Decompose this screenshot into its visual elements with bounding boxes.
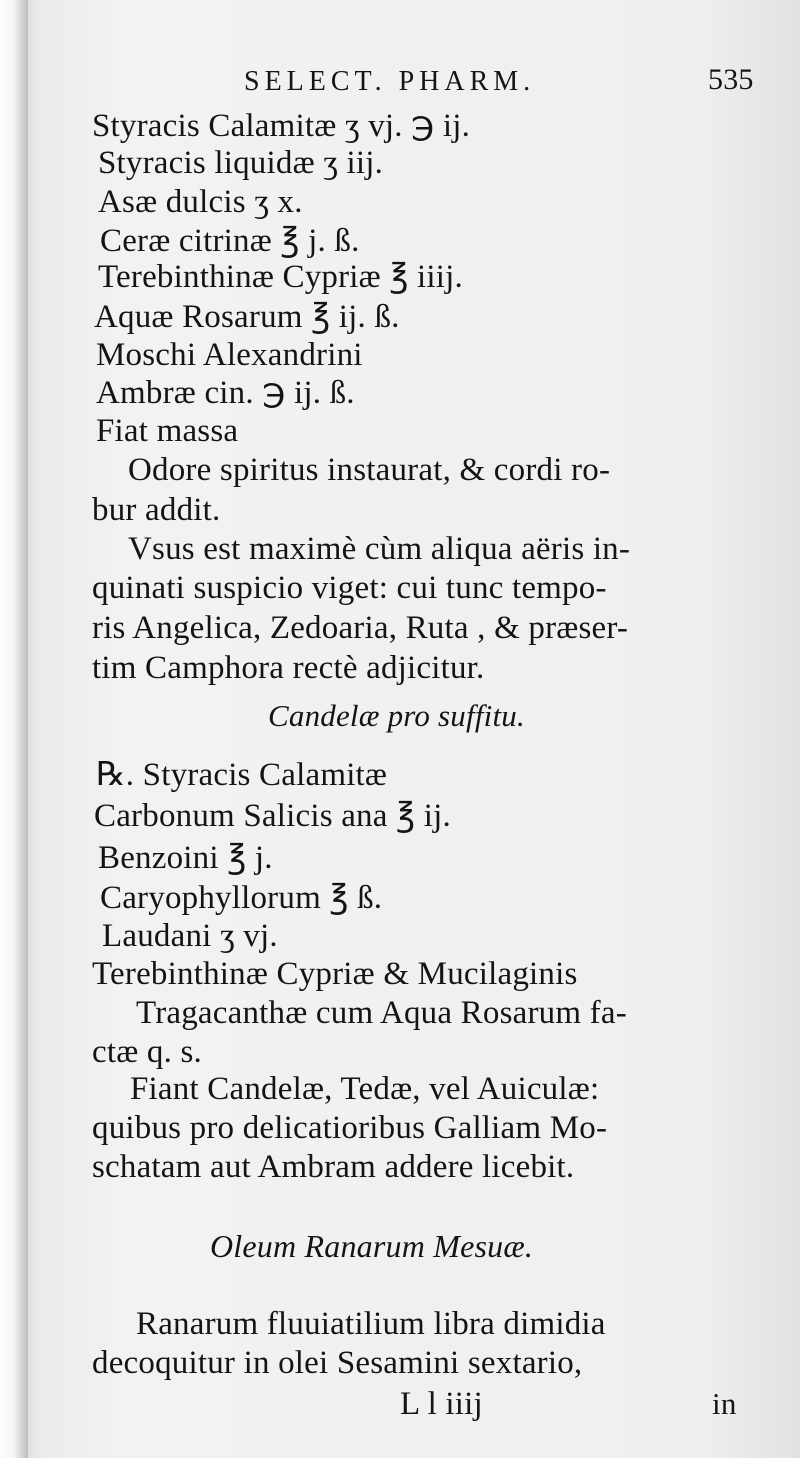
paragraph-line: bur addit. bbox=[92, 492, 221, 528]
catchword: in bbox=[712, 1386, 737, 1421]
ingredient-line: Ambræ cin. ℈ ij. ß. bbox=[96, 375, 355, 411]
ingredient-line: Styracis liquidæ ʒ iij. bbox=[98, 145, 384, 181]
paragraph-line: Odore spiritus instaurat, & cordi ro- bbox=[128, 452, 611, 488]
paragraph-line: Vsus est maximè cùm aliqua aëris in- bbox=[128, 531, 631, 567]
paragraph-line: decoquitur in olei Sesamini sextario, bbox=[92, 1345, 583, 1381]
paragraph-line: Tragacanthæ cum Aqua Rosarum fa- bbox=[136, 995, 627, 1031]
ingredient-line: Terebinthinæ Cypriæ ℥ iiij. bbox=[98, 259, 463, 295]
ingredient-line: Terebinthinæ Cypriæ & Mucilaginis bbox=[92, 956, 578, 992]
ingredient-line: Moschi Alexandrini bbox=[96, 337, 363, 373]
ingredient-line: Carbonum Salicis ana ℥ ij. bbox=[94, 798, 451, 834]
section-title: Candelæ pro suffitu. bbox=[268, 698, 525, 733]
page-gutter-shadow bbox=[0, 0, 28, 1458]
paragraph-line: Ranarum fluuiatilium libra dimidia bbox=[136, 1306, 606, 1342]
ingredient-line: Benzoini ℥ j. bbox=[98, 840, 273, 876]
paragraph-line: tim Camphora rectè adjicitur. bbox=[92, 650, 485, 686]
ingredient-line: Laudani ʒ vj. bbox=[102, 918, 278, 954]
ingredient-line: Aquæ Rosarum ℥ ij. ß. bbox=[94, 299, 400, 335]
section-title: Oleum Ranarum Mesuæ. bbox=[210, 1228, 534, 1264]
page-number: 535 bbox=[708, 63, 754, 96]
paragraph-line: Fiant Candelæ, Tedæ, vel Auiculæ: bbox=[130, 1071, 600, 1107]
ingredient-line: Styracis Calamitæ ʒ vj. ℈ ij. bbox=[92, 108, 471, 144]
ingredient-line: Ceræ citrinæ ℥ j. ß. bbox=[100, 223, 360, 259]
paragraph-line: schatam aut Ambram addere licebit. bbox=[92, 1149, 575, 1185]
ingredient-line: ℞. Styracis Calamitæ bbox=[96, 757, 388, 793]
ingredient-line: Caryophyllorum ℥ ß. bbox=[100, 880, 383, 916]
running-title: SELECT. PHARM. bbox=[244, 66, 536, 97]
ingredient-line: Fiat massa bbox=[96, 413, 239, 449]
paragraph-line: quinati suspicio viget: cui tunc tempo- bbox=[92, 570, 607, 606]
paragraph-line: ris Angelica, Zedoaria, Ruta , & præser- bbox=[92, 610, 629, 646]
paragraph-line: ctæ q. s. bbox=[92, 1034, 202, 1070]
paragraph-line: quibus pro delicatioribus Galliam Mo- bbox=[92, 1110, 608, 1146]
ingredient-line: Asæ dulcis ʒ x. bbox=[98, 184, 303, 220]
signature-mark: L l iiij bbox=[400, 1386, 483, 1422]
